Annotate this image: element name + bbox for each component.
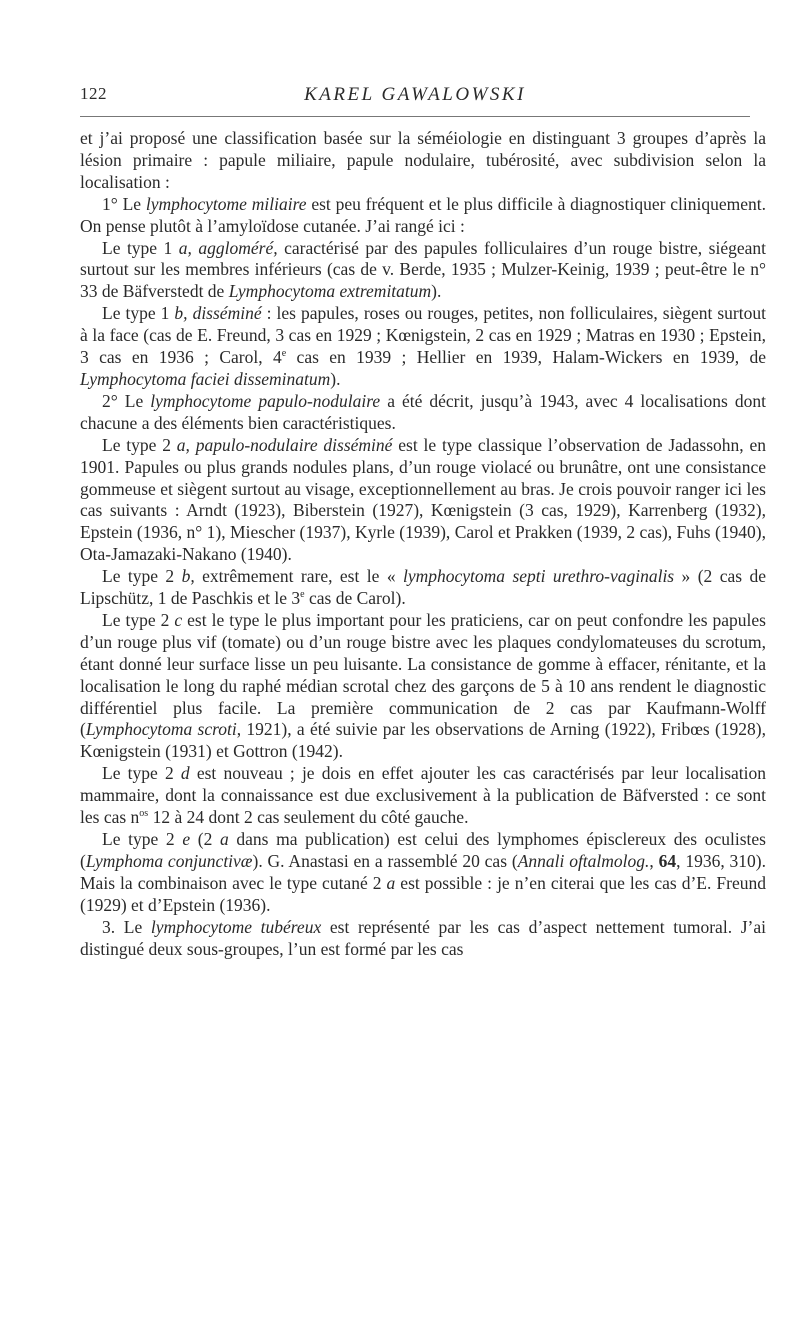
paragraph [80, 917, 766, 961]
text-run: ). [431, 281, 442, 302]
text-run: cas en 1939 ; Hellier en 1939, Halam-Wickers en 1939, de [286, 347, 766, 368]
text-run: » (2 cas de Lipschütz, 1 de Paschkis et le 3 [80, 566, 766, 609]
italic-term: lymphocytome tubéreux [150, 916, 322, 937]
running-head: KAREL GAWALOWSKI [304, 84, 526, 105]
italic-term: Annali oftalmolog. [517, 850, 650, 871]
header-rule [80, 116, 750, 117]
text-run: , 1921), a été suivie par les observations de Arning (1922), Fribœs (1928), Kœnigstein (1931) et Gottron (1942). [80, 719, 766, 762]
text-run: 3. Le [102, 916, 151, 937]
bold-volume: 64 [658, 850, 677, 871]
text-run: dans ma publication) est celui des lymphomes épisclereux des oculistes ( [80, 829, 766, 871]
italic-term: lymphocytoma septi urethro-vaginalis [402, 566, 675, 587]
superscript: e [281, 348, 287, 360]
text-run: est peu fréquent et le plus difficile à diagnostiquer cliniquement. On pense plutôt à l’amyloïdose cutanée. J’ai rangé ici : [80, 193, 766, 236]
text-run: caractérisé par des papules folliculaires d’un rouge bistre, siégeant surtout sur les membres inférieurs (cas de v. Berde, 1935 ; Mulzer-Keinig, 1939 ; peut-être le n° 33 de Bäfverstedt de [80, 237, 767, 302]
text-run: : les papules, roses ou rouges, petites, non folliculaires, siègent surtout à la face (cas de E. Freund, 3 cas en 1929 ; Kœnigstein, 2 cas en 1929 ; Matras en 1930 ; Epstein, 3 cas en 1936 ; Carol, 4 [80, 303, 766, 368]
text-run: a été décrit, jusqu’à 1943, avec 4 localisations dont chacune a des éléments bien caractéristiques. [80, 390, 766, 433]
text-run: ). G. Anastasi en a rassemblé 20 cas ( [252, 850, 518, 871]
text-run: Le type 2 [102, 566, 182, 587]
text-run: , 1936, 310). Mais la combinaison avec le type cutané 2 [80, 850, 767, 893]
text-run: extrêmement rare, est le « [194, 566, 403, 587]
italic-term: c [174, 609, 183, 630]
italic-term: lymphocytome papulo-nodulaire [150, 390, 381, 411]
page-header [80, 84, 750, 114]
paragraph [80, 829, 766, 917]
italic-term: d [180, 763, 190, 784]
italic-term: b, disséminé [174, 303, 262, 324]
text-run: (2 [190, 829, 220, 849]
paragraph: et j’ai proposé une classification basée sur la séméiologie en distinguant 3 groupes d’après la lésion primaire : papule miliaire, papule nodulaire, tubérosité, avec subdivision selon la localisation : [80, 128, 766, 192]
paragraph [80, 763, 766, 829]
text-run: Le type 1 [102, 303, 175, 324]
text-run: 2° Le [102, 390, 151, 411]
text-run: Le type 1 [102, 237, 179, 258]
text-run: cas de Carol). [304, 588, 406, 609]
text-run: est le type classique l’observation de Jadassohn, en 1901. Papules ou plus grands nodules plans, d’un rouge violacé ou brunâtre, ont une consistance gommeuse et siègent surtout au visage, exceptionnellement au bras. Je crois pouvoir ranger ici les cas suivants : Arndt (1923), Biberstein (1927), Kœnigstein (3 cas, 1929), Karrenberg (1932), Epstein (1936, n° 1), Miescher (1937), Kyrle (1939), Carol et Prakken (1939, 2 cas), Fuhs (1940), Ota-Jamazaki-Nakano (1940). [80, 434, 767, 565]
italic-term: a, aggloméré, [178, 237, 278, 258]
text-run: , [649, 850, 659, 871]
italic-term: e [182, 829, 191, 849]
italic-term: Lymphoma conjunctivæ [85, 850, 253, 871]
text-run: est le type le plus important pour les praticiens, car on peut confondre les papules d’un rouge plus vif (tomate) ou d’un rouge bistre avec les plaques condylomateuses du scrotum, étant donné leur surface lisse un peu luisante. La consistance de gomme à effacer, rénitante, et la localisation le long du raphé médian scrotal chez des garçons de 5 à 10 ans rendent le diagnostic différentiel plus facile. La première communication de 2 cas par Kaufmann-Wolff ( [80, 609, 766, 740]
paragraph [80, 435, 766, 566]
text-run: Le type 2 [102, 829, 183, 849]
paragraph [80, 391, 766, 435]
body-text [80, 128, 766, 960]
text-run: 1° Le [102, 193, 146, 214]
page-number: 122 [80, 84, 107, 103]
paragraph [80, 566, 766, 610]
text-run: Le type 2 [102, 434, 177, 455]
text-run: 12 à 24 dont 2 cas seulement du côté gauche. [148, 807, 469, 828]
italic-term: a, papulo-nodulaire disséminé [176, 434, 393, 455]
superscript: os [139, 808, 149, 820]
italic-term: a [386, 872, 396, 893]
text-run: est nouveau ; je dois en effet ajouter les cas caractérisés par leur localisation mammaire, dont la connaissance est due exclusivement à la publication de Bäfversted : ce sont les cas n [80, 763, 767, 828]
superscript: e [300, 589, 305, 601]
paragraph [80, 238, 766, 304]
italic-term: b, [181, 566, 195, 587]
italic-term: Lymphocytoma scroti [85, 719, 237, 740]
text-run: Le type 2 [102, 763, 181, 784]
italic-term: lymphocytome miliaire [145, 193, 307, 214]
text-run: est représenté par les cas d’aspect nettement tumoral. J’ai distingué deux sous-groupes, l’un est formé par les cas [80, 916, 766, 959]
italic-term: Lymphocytoma faciei disseminatum [80, 368, 331, 389]
paragraph [80, 303, 766, 391]
italic-term: Lymphocytoma extremitatum [228, 281, 432, 302]
paragraph [80, 610, 766, 763]
text-run: ). [330, 368, 341, 389]
text-run: Le type 2 [102, 609, 175, 630]
text-run: est possible : je n’en citerai que les cas d’E. Freund (1929) et d’Epstein (1936). [80, 872, 766, 915]
italic-term: a [219, 829, 229, 849]
paragraph [80, 194, 766, 238]
